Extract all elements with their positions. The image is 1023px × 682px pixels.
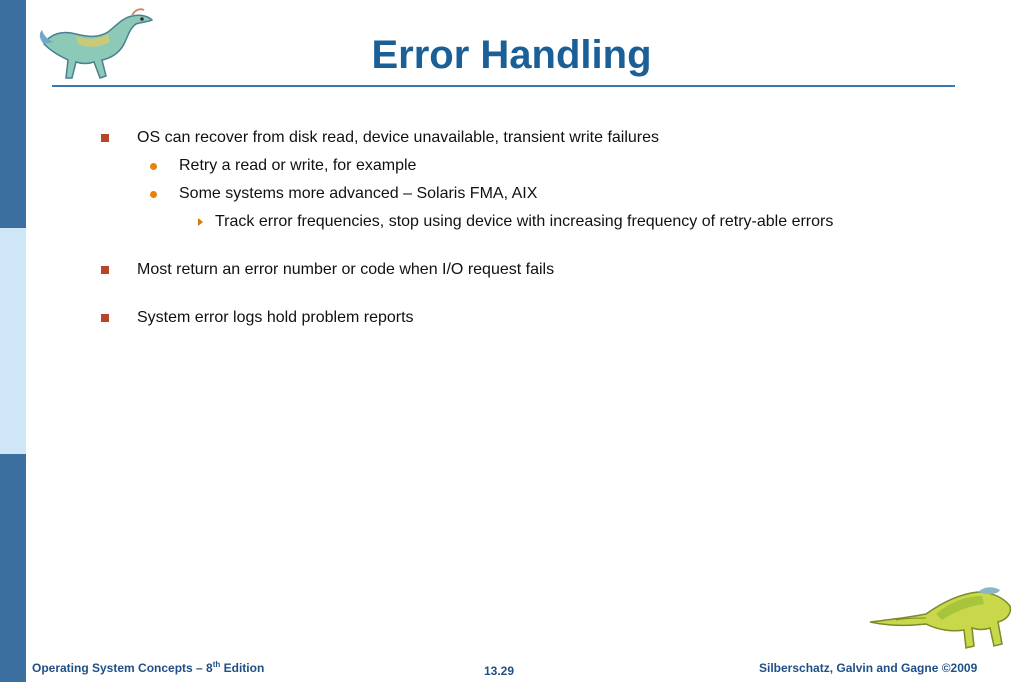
- round-bullet-icon: [150, 163, 157, 170]
- footer-left-sup: th: [212, 660, 221, 669]
- footer-right: Silberschatz, Galvin and Gagne ©2009: [759, 661, 978, 675]
- bullet-level1: Most return an error number or code when I/O request fails: [137, 261, 555, 278]
- square-bullet-icon: [101, 266, 109, 274]
- square-bullet-icon: [101, 134, 109, 142]
- footer-left-suffix: Edition: [220, 661, 265, 675]
- footer-left-prefix: Operating System Concepts – 8: [32, 661, 213, 675]
- side-bar-middle: [0, 228, 26, 454]
- slide-title: Error Handling: [371, 33, 652, 77]
- round-bullet-icon: [150, 191, 157, 198]
- bullet-level3: Track error frequencies, stop using device with increasing frequency of retry-able errors: [215, 213, 834, 230]
- bullet-level2: Some systems more advanced – Solaris FMA, AIX: [179, 185, 538, 202]
- title-divider: [52, 85, 955, 87]
- side-bar-bottom: [0, 454, 26, 682]
- square-bullet-icon: [101, 314, 109, 322]
- triangle-bullet-icon: [198, 218, 203, 226]
- dinosaur-icon: [866, 584, 1016, 656]
- footer-page-number: 13.29: [484, 664, 515, 678]
- footer-left: [32, 660, 264, 676]
- side-bar: [0, 0, 26, 682]
- bullet-level1: OS can recover from disk read, device unavailable, transient write failures: [137, 129, 660, 146]
- bullet-level1: System error logs hold problem reports: [137, 309, 414, 326]
- bullet-level2: Retry a read or write, for example: [179, 157, 417, 174]
